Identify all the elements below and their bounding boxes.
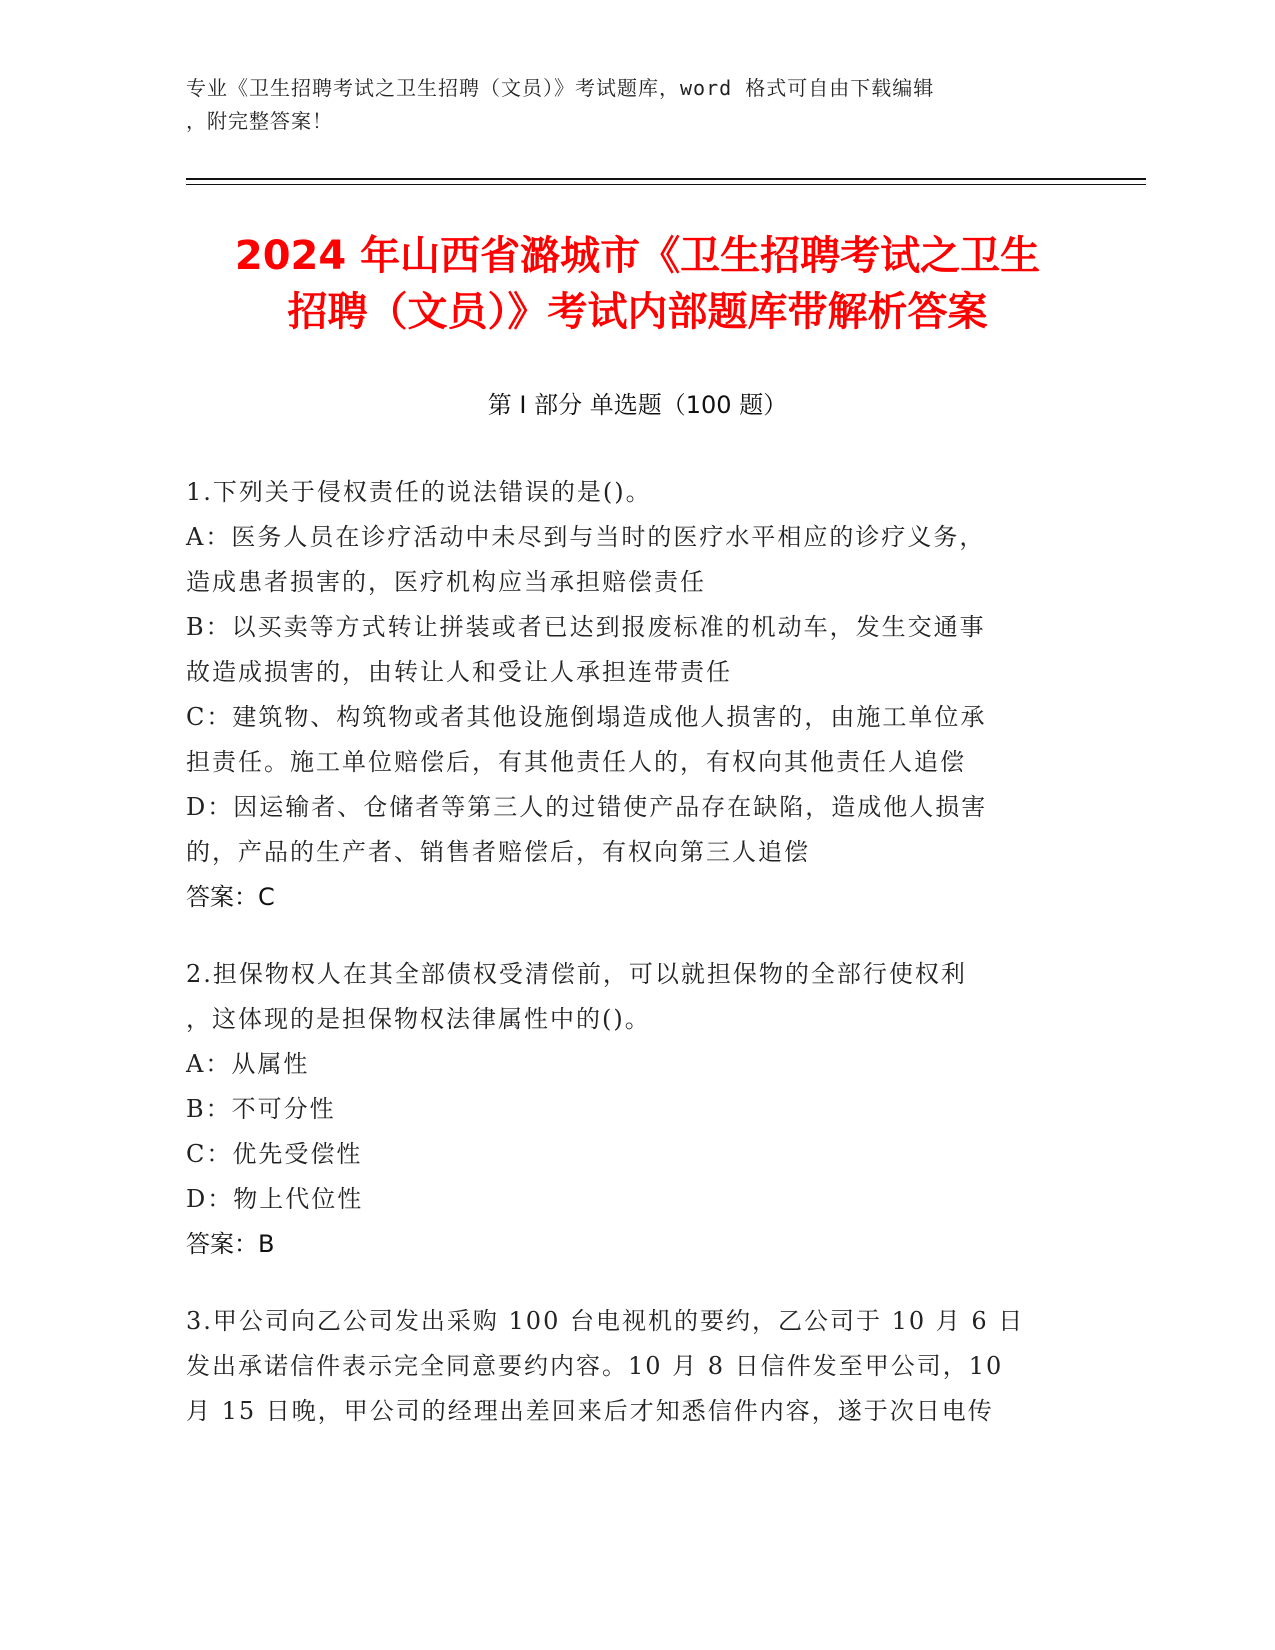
- header-divider-thick: [186, 178, 1146, 180]
- question-stem: 3.甲公司向乙公司发出采购 100 台电视机的要约，乙公司于 10 月 6 日: [186, 1307, 1025, 1335]
- question-text-line: C：建筑物、构筑物或者其他设施倒塌造成他人损害的，由施工单位承: [186, 703, 987, 731]
- question-item: [186, 952, 1086, 1267]
- question-text-line: 的，产品的生产者、销售者赔偿后，有权向第三人追偿: [186, 838, 810, 866]
- question-text-line: C：优先受偿性: [186, 1140, 363, 1168]
- question-item: [186, 1299, 1086, 1434]
- question-text-line: A：医务人员在诊疗活动中未尽到与当时的医疗水平相应的诊疗义务，: [186, 523, 986, 551]
- question-list: [186, 470, 1086, 1466]
- header-line-2: ，附完整答案！: [186, 109, 333, 133]
- question-text-line: D：物上代位性: [186, 1185, 364, 1213]
- header-divider-thin: [186, 184, 1146, 185]
- document-title: [150, 228, 1125, 340]
- question-text-line: 发出承诺信件表示完全同意要约内容。10 月 8 日信件发至甲公司，10: [186, 1352, 1004, 1380]
- question-stem: 2.担保物权人在其全部债权受清偿前，可以就担保物的全部行使权利: [186, 960, 967, 988]
- question-item: [186, 470, 1086, 920]
- answer-line: 答案：C: [186, 883, 275, 911]
- header-line-1: 专业《卫生招聘考试之卫生招聘（文员）》考试题库，word 格式可自由下载编辑: [186, 76, 935, 100]
- question-text-line: 担责任。施工单位赔偿后，有其他责任人的，有权向其他责任人追偿: [186, 748, 966, 776]
- question-text-line: A：从属性: [186, 1050, 310, 1078]
- question-text-line: D：因运输者、仓储者等第三人的过错使产品存在缺陷，造成他人损害: [186, 793, 988, 821]
- question-text-line: ，这体现的是担保物权法律属性中的()。: [186, 1005, 651, 1033]
- question-text-line: B：以买卖等方式转让拼装或者已达到报废标准的机动车，发生交通事: [186, 613, 986, 641]
- question-text-line: 故造成损害的，由转让人和受让人承担连带责任: [186, 658, 732, 686]
- section-title: 第 I 部分 单选题（100 题）: [487, 391, 788, 419]
- question-text-line: 造成患者损害的，医疗机构应当承担赔偿责任: [186, 568, 706, 596]
- document-header: [186, 72, 1086, 138]
- question-stem: 1.下列关于侵权责任的说法错误的是()。: [186, 478, 652, 506]
- question-text-line: B：不可分性: [186, 1095, 336, 1123]
- answer-line: 答案：B: [186, 1230, 275, 1258]
- title-line-1: 2024 年山西省潞城市《卫生招聘考试之卫生: [234, 233, 1041, 279]
- title-line-2: 招聘（文员）》考试内部题库带解析答案: [287, 289, 988, 335]
- question-text-line: 月 15 日晚，甲公司的经理出差回来后才知悉信件内容，遂于次日电传: [186, 1397, 994, 1425]
